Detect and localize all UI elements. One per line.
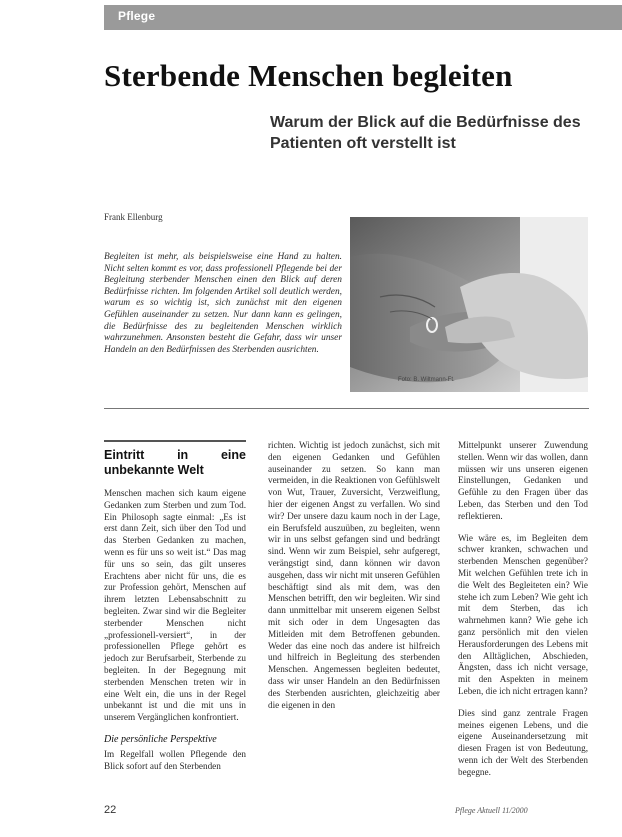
section-label: Pflege bbox=[118, 9, 156, 23]
column-3 bbox=[458, 440, 588, 779]
column-2 bbox=[268, 440, 440, 711]
article-subtitle: Warum der Blick auf die Bedürfnisse des Patienten oft verstellt ist bbox=[270, 114, 581, 152]
article-title: Sterbende Menschen begleiten bbox=[104, 58, 513, 93]
lead-paragraph: Begleiten ist mehr, als beispielsweise eine Hand zu halten. Nicht selten kommt es vor, dass professionell Pflegende bei der Begleitung sterbender Menschen einen den Blick auf deren Bedürfnisse richten. Im folgenden Artikel soll deutlich werden, warum es so wichtig ist, sich zunächst mit den eigenen Gefühlen auseinander zu setzen. Nur dann kann es gelingen, die Bedürfnisse des zu begleitenden Menschen wirklich wahrzunehmen. Ansonsten besteht die Gefahr, dass wir unser Handeln an den Bedürfnissen des Sterbenden ausrichten. bbox=[104, 252, 342, 355]
section-header-bar bbox=[104, 5, 622, 30]
photo-credit: Foto: B. Wiltmann-Ft. bbox=[398, 377, 455, 383]
column-2-paragraph-1: richten. Wichtig ist jedoch zunächst, sich mit den eigenen Gedanken und Gefühlen auseinander zu setzen. So kann man vermeiden, in die Reaktionen von Gefühlswelt von Wut, Trauer, Zuversicht, Verzweiflung, hier der eigenen Angst zu verfallen. Wo sind wir? Der unsere dazu kaum noch in der Lage, ein Berufsfeld auszuüben, zu begleiten, wenn wir in uns selbst gefangen sind und bedrängt sind. Wenn wir zum Beispiel, sehr aufgeregt, verängstigt sind, dann können wir davon ausgehen, dass wir nicht mit unseren Gefühlen beschäftigt sind als mit dem, was den Menschen betrifft, den wir begleiten. Wir sind dann unmittelbar mit unserem eigenen Selbst mit sich oder in dem Ungesagten das Mitleiden mit dem Betroffenen gebunden. Weder das eine noch das andere ist hilfreich und hilfreich in Begleitung des sterbenden Menschen. Angemessen begleiten bedeutet, dass wir unser Handeln an den Bedürfnissen des Sterbenden ausrichten, gleichzeitig aber die eigenen in den bbox=[268, 440, 440, 710]
journal-footer: Pflege Aktuell 11/2000 bbox=[455, 806, 528, 815]
hands-photo-icon bbox=[350, 217, 588, 392]
column-3-paragraph-2: Wie wäre es, im Begleiten dem schwer kranken, schwachen und sterbenden Menschen gegenüber? Mit welchen Gefühlen trete ich in die Welt des Begleiteten ein? Wie stehe ich zum Leben? Wie geht ich mit dem Sterben, das ich wahrnehmen kann? Wie gehe ich ganz persönlich mit den vielen Herausforderungen des Lebens mit den Alltäglichen, Abschieden, Ängsten, dass ich nicht versage, mit den Aspekten in meinem Leben, die ich nicht ertragen kann? bbox=[458, 532, 588, 696]
subheading: Die persönliche Perspektive bbox=[104, 733, 217, 745]
column-3-paragraph-3: Dies sind ganz zentrale Fragen meines eigenen Lebens, und die eigene Auseinandersetzung mit diesen Fragen ist von Bedeutung, wenn ich der Welt des Sterbenden begegne. bbox=[458, 707, 588, 777]
author-name: Frank Ellenburg bbox=[104, 212, 163, 222]
hands-photo bbox=[350, 217, 588, 392]
divider-rule bbox=[104, 408, 589, 409]
section-heading: Eintritt in eine unbekannte Welt bbox=[104, 440, 246, 478]
column-1-paragraph-1: Menschen machen sich kaum eigene Gedanken zum Sterben und zum Tod. Ein Philosoph sagte einmal: „Es ist erst dann Zeit, sich über den Tod und das Sterben Gedanken zu machen, wenn es für uns so weit ist.“ Das mag für uns so sein, das gilt unseres Erachtens aber nicht für uns, die es zur Profession gehört, Menschen auf ihrem letzten Lebensabschnitt zu begleiten. Zwar sind wir die Begleiter sterbender Menschen nicht „professionell-versiert“, in der professionellen Pflege gehört es jedoch zur Berufsarbeit, Sterbende zu begleiten. In der Begegnung mit sterbenden Menschen treten wir in eine Welt ein, die uns in der Regel unbekannt ist und die mit uns in unserem Vergänglichen konfrontiert. bbox=[104, 488, 246, 723]
page-number: 22 bbox=[104, 804, 117, 816]
column-1 bbox=[104, 440, 246, 772]
column-1-paragraph-2: Im Regelfall wollen Pflegende den Blick sofort auf den Sterbenden bbox=[104, 748, 246, 771]
column-3-paragraph-1: Mittelpunkt unserer Zuwendung stellen. Wenn wir das wollen, dann müssen wir uns unseren eigenen Einstellungen, Gedanken und Gefühle zu den Fragen über das Leben, das Sterben und den Tod reflektieren. bbox=[458, 440, 588, 521]
